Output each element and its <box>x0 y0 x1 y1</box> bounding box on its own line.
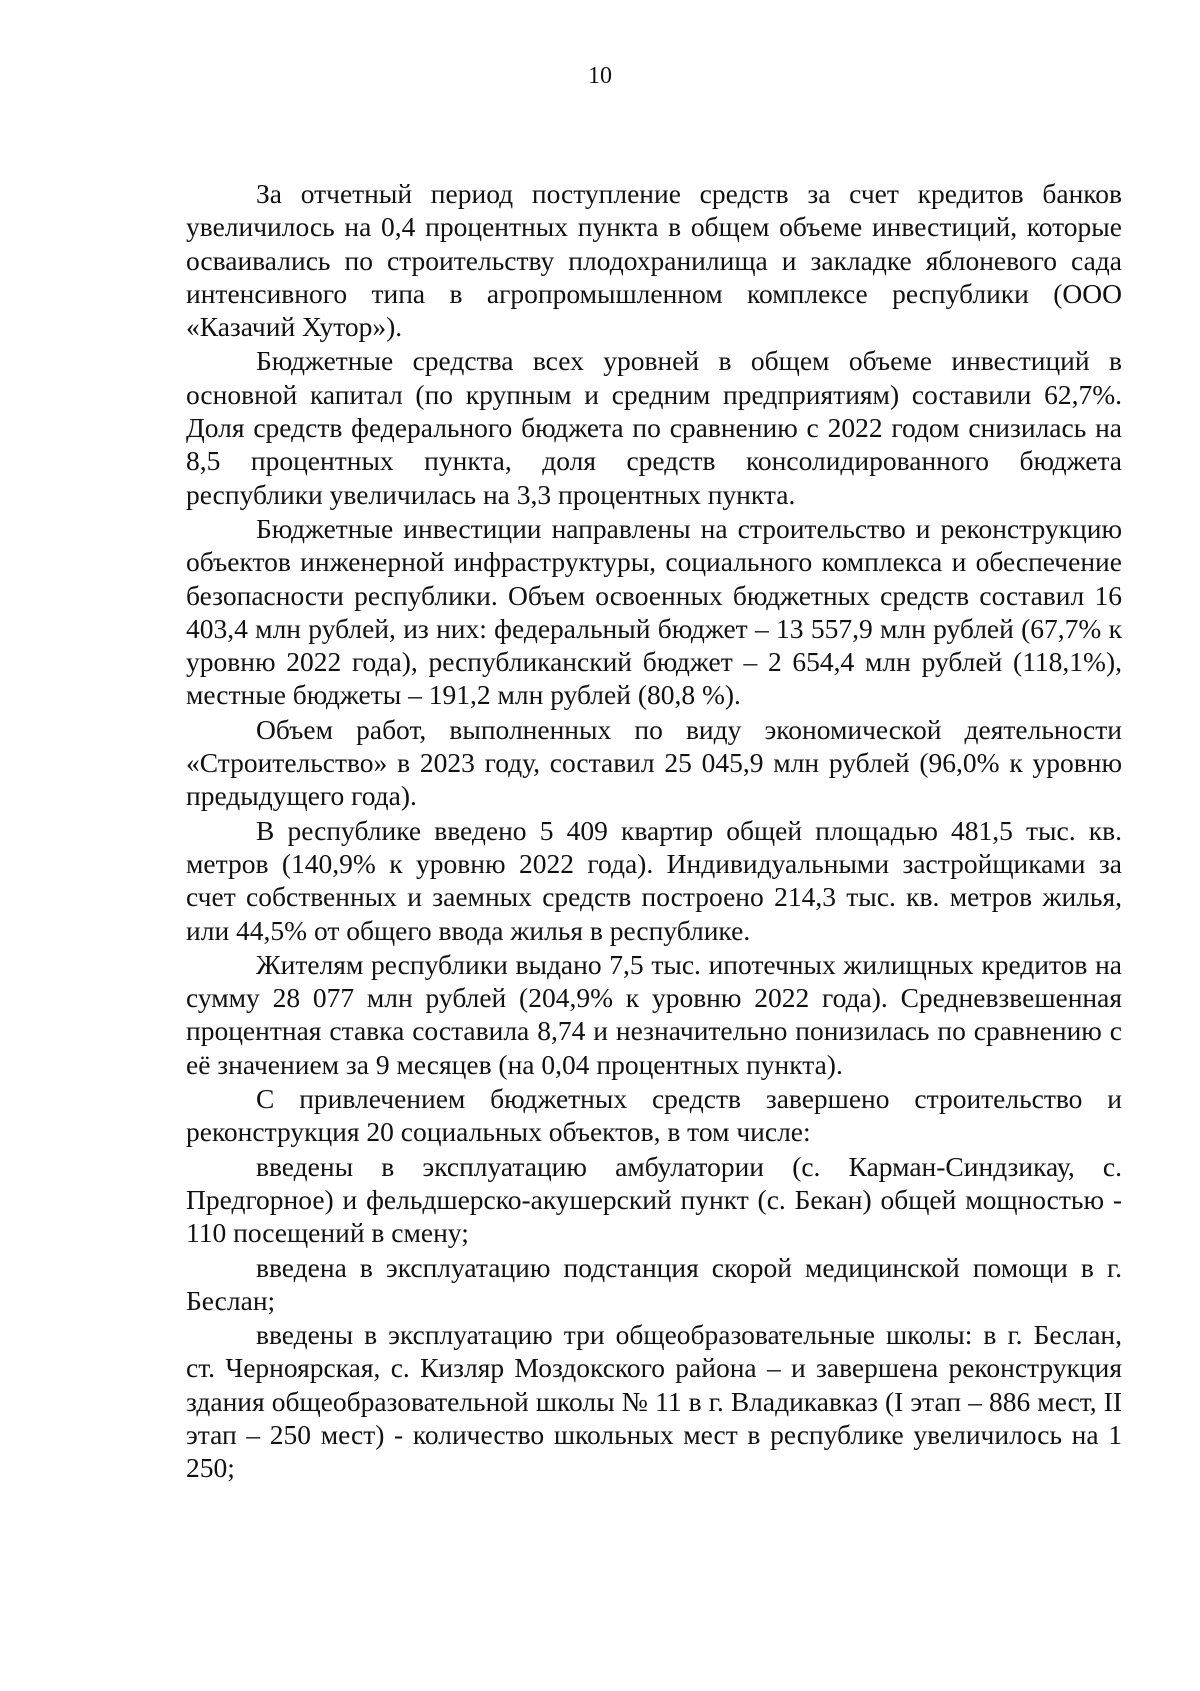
paragraph-bank-credits: За отчетный период поступление средств за счет кредитов банков увеличилось на 0,4 процентных пункта в общем объеме инвестиций, которые осваивались по строительству плодохранилища и закладке яблоневого сада интенсивного типа в агропромышленном комплексе республики (ООО «Казачий Хутор»). <box>186 178 1122 343</box>
paragraph-housing-commissioned: В республике введено 5 409 квартир общей площадью 481,5 тыс. кв. метров (140,9% к уровню 2022 года). Индивидуальными застройщиками за счет собственных и заемных средств построено 214,3 тыс. кв. метров жилья, или 44,5% от общего ввода жилья в республике. <box>186 814 1122 946</box>
paragraph-mortgage-loans: Жителям республики выдано 7,5 тыс. ипотечных жилищных кредитов на сумму 28 077 млн рублей (204,9% к уровню 2022 года). Средневзвешенная процентная ставка составила 8,74 и незначительно понизилась по сравнению с её значением за 9 месяцев (на 0,04 процентных пункта). <box>186 948 1122 1080</box>
paragraph-budget-investments: Бюджетные инвестиции направлены на строительство и реконструкцию объектов инженерной инфраструктуры, социального комплекса и обеспечение безопасности республики. Объем освоенных бюджетных средств составил 16 403,4 млн рублей, из них: федеральный бюджет – 13 557,9 млн рублей (67,7% к уровню 2022 года), республиканский бюджет – 2 654,4 млн рублей (118,1%), местные бюджеты – 191,2 млн рублей (80,8 %). <box>186 512 1122 711</box>
paragraph-social-objects: С привлечением бюджетных средств завершено строительство и реконструкция 20 социальных объектов, в том числе: <box>186 1083 1122 1148</box>
paragraph-budget-funds: Бюджетные средства всех уровней в общем объеме инвестиций в основной капитал (по крупным и средним предприятиям) составили 62,7%. Доля средств федерального бюджета по сравнению с 2022 годом снизилась на 8,5 процентных пункта, доля средств консолидированного бюджета республики увеличилась на 3,3 процентных пункта. <box>186 345 1122 510</box>
paragraph-ambulance-station: введена в эксплуатацию подстанция скорой медицинской помощи в г. Беслан; <box>186 1251 1122 1316</box>
paragraph-ambulatories: введены в эксплуатацию амбулатории (с. Карман-Синдзикау, с. Предгорное) и фельдшерско-акушерский пункт (с. Бекан) общей мощностью - 110 посещений в смену; <box>186 1150 1122 1249</box>
paragraph-construction-volume: Объем работ, выполненных по виду экономической деятельности «Строительство» в 2023 году, составил 25 045,9 млн рублей (96,0% к уровню предыдущего года). <box>186 713 1122 812</box>
paragraph-schools: введены в эксплуатацию три общеобразовательные школы: в г. Беслан, ст. Черноярская, с. Кизляр Моздокского района – и завершена реконструкция здания общеобразовательной школы № 11 в г. Владикавказ (I этап – 886 мест, II этап – 250 мест) - количество школьных мест в республике увеличилось на 1 250; <box>186 1319 1122 1484</box>
document-body <box>186 177 1122 1486</box>
page-number: 10 <box>588 63 612 89</box>
